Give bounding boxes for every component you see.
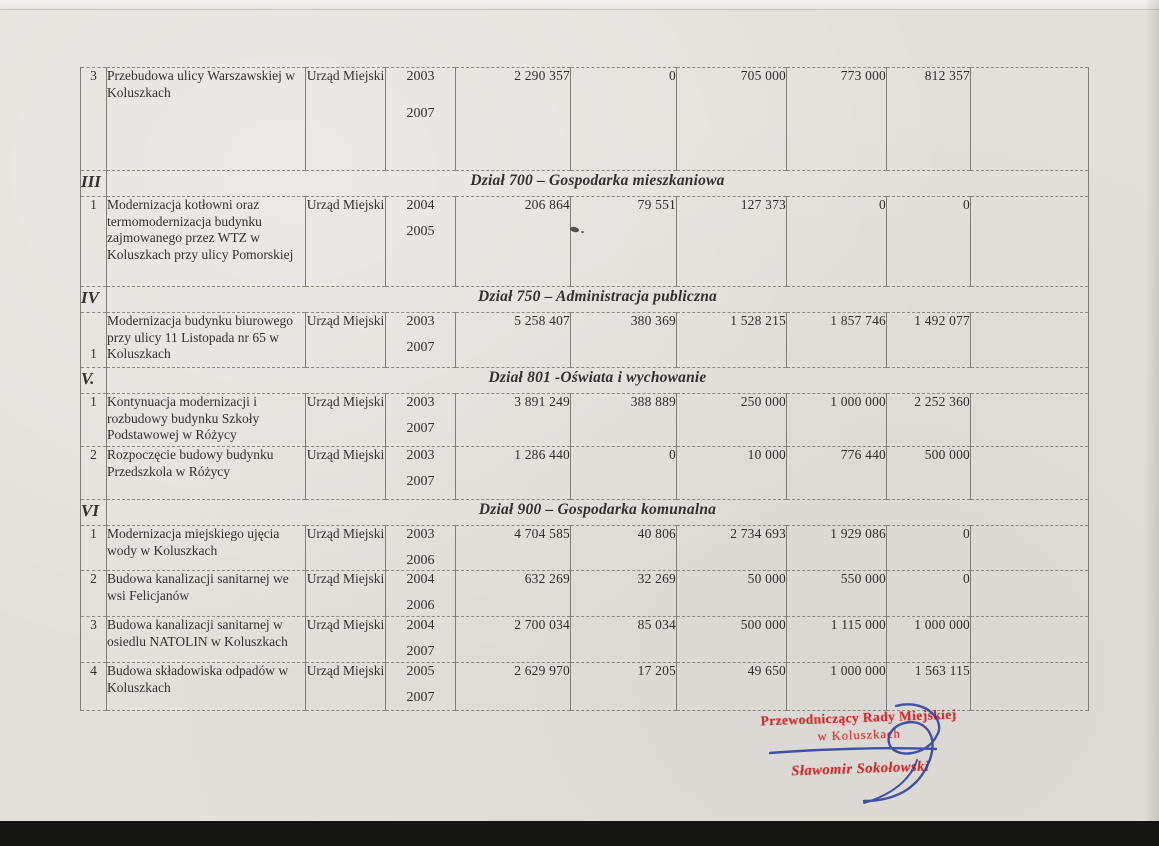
project-description: Budowa składowiska odpadów w Koluszkach: [107, 663, 289, 695]
empty-cell: [971, 571, 1089, 617]
year-end: 2007: [406, 644, 435, 660]
value-cell: 32 269: [571, 571, 677, 617]
value-cell: 388 889: [571, 394, 677, 447]
row-number-cell: [81, 394, 107, 447]
row-number: 1: [90, 394, 97, 409]
value-cell: 0: [887, 571, 971, 617]
section-numeral: III: [81, 171, 107, 197]
year-end: 2006: [406, 598, 435, 614]
project-description-cell: [107, 394, 306, 447]
section-header-row: [81, 171, 1089, 197]
scan-edge-bottom: [0, 821, 1159, 846]
value-total-cell: 206 864: [456, 197, 571, 287]
year-start: 2004: [406, 618, 435, 633]
table-row: [81, 68, 1089, 171]
implementing-entity-cell: [306, 526, 386, 571]
row-number-cell: [81, 313, 107, 368]
empty-cell: [971, 526, 1089, 571]
year-end: 2006: [406, 553, 435, 569]
project-description-cell: [107, 617, 306, 663]
row-number: 1: [90, 197, 97, 212]
years-cell: [386, 313, 456, 368]
empty-cell: [971, 663, 1089, 711]
section-title: Dział 900 – Gospodarka komunalna: [107, 500, 1089, 526]
row-number: 2: [90, 447, 97, 462]
empty-cell: [971, 617, 1089, 663]
value-cell: 1 000 000: [787, 663, 887, 711]
project-description-cell: [107, 68, 306, 171]
project-description-cell: [107, 447, 306, 500]
row-number: 2: [90, 571, 97, 586]
project-description: Przebudowa ulicy Warszawskiej w Koluszkach: [107, 68, 295, 100]
implementing-entity-cell: [306, 394, 386, 447]
value-cell: 250 000: [677, 394, 787, 447]
row-number-cell: [81, 526, 107, 571]
value-total-cell: 2 290 357: [456, 68, 571, 171]
ink-smudge: [581, 231, 584, 233]
value-cell: 127 373: [677, 197, 787, 287]
implementing-entity: Urząd Miejski: [306, 447, 385, 462]
section-header-row: [81, 287, 1089, 313]
year-start: 2003: [406, 395, 435, 410]
value-cell: 1 857 746: [787, 313, 887, 368]
empty-cell: [971, 394, 1089, 447]
row-number: 1: [90, 346, 97, 362]
implementing-entity-cell: [306, 197, 386, 287]
implementing-entity: Urząd Miejski: [306, 197, 385, 212]
years-cell: [386, 526, 456, 571]
value-cell: 0: [571, 68, 677, 171]
implementing-entity: Urząd Miejski: [306, 68, 385, 83]
value-cell: 50 000: [677, 571, 787, 617]
year-start: 2005: [406, 664, 435, 679]
years-cell: [386, 617, 456, 663]
official-stamp: [741, 706, 978, 782]
years-cell: [386, 571, 456, 617]
implementing-entity: Urząd Miejski: [306, 571, 385, 586]
value-cell: 705 000: [677, 68, 787, 171]
row-number-cell: [81, 68, 107, 171]
value-total-cell: 5 258 407: [456, 313, 571, 368]
year-start: 2004: [406, 198, 435, 213]
table-row: [81, 394, 1089, 447]
value-total-cell: 4 704 585: [456, 526, 571, 571]
value-cell: 380 369: [571, 313, 677, 368]
stamp-location: w Koluszkach: [817, 726, 901, 744]
table-row: [81, 447, 1089, 500]
year-start: 2004: [406, 572, 435, 587]
table-row: [81, 617, 1089, 663]
project-description: Budowa kanalizacji sanitarnej we wsi Felicjanów: [107, 571, 289, 603]
year-start: 2003: [406, 69, 435, 84]
scan-edge-top: [0, 0, 1159, 10]
row-number: 4: [90, 663, 97, 678]
section-numeral: IV: [81, 287, 107, 313]
value-cell: 0: [887, 526, 971, 571]
value-cell: 776 440: [787, 447, 887, 500]
value-total-cell: 632 269: [456, 571, 571, 617]
implementing-entity: Urząd Miejski: [306, 313, 385, 328]
table-row: [81, 313, 1089, 368]
year-end: 2007: [406, 690, 435, 706]
project-description: Modernizacja budynku biurowego przy ulicy 11 Listopada nr 65 w Koluszkach: [107, 313, 293, 362]
year-end: 2007: [406, 106, 435, 122]
value-cell: 0: [787, 197, 887, 287]
value-cell: 1 115 000: [787, 617, 887, 663]
value-cell: 1 000 000: [887, 617, 971, 663]
table-row: [81, 197, 1089, 287]
project-description-cell: [107, 526, 306, 571]
value-cell: 500 000: [677, 617, 787, 663]
section-header-row: [81, 368, 1089, 394]
year-start: 2003: [406, 448, 435, 463]
row-number-cell: [81, 197, 107, 287]
value-cell: 812 357: [887, 68, 971, 171]
section-title: Dział 700 – Gospodarka mieszkaniowa: [107, 171, 1089, 197]
project-description: Rozpoczęcie budowy budynku Przedszkola w Różycy: [107, 447, 274, 479]
row-number-cell: [81, 617, 107, 663]
value-total-cell: 2 629 970: [456, 663, 571, 711]
value-cell: 17 205: [571, 663, 677, 711]
implementing-entity: Urząd Miejski: [306, 394, 385, 409]
table-row: [81, 663, 1089, 711]
value-total-cell: 3 891 249: [456, 394, 571, 447]
investment-table: [80, 67, 1089, 711]
project-description-cell: [107, 313, 306, 368]
empty-cell: [971, 447, 1089, 500]
years-cell: [386, 447, 456, 500]
project-description-cell: [107, 663, 306, 711]
empty-cell: [971, 313, 1089, 368]
project-description-cell: [107, 197, 306, 287]
value-cell: 79 551: [571, 197, 677, 287]
section-title: Dział 801 -Oświata i wychowanie: [107, 368, 1089, 394]
years-cell: [386, 197, 456, 287]
value-cell: 1 563 115: [887, 663, 971, 711]
table-row: [81, 571, 1089, 617]
year-end: 2007: [406, 474, 435, 490]
stamp-name: Sławomir Sokołowski: [791, 758, 930, 780]
value-total-cell: 1 286 440: [456, 447, 571, 500]
stamp-title: Przewodniczący Rady Miejskiej: [760, 706, 957, 729]
value-cell: 500 000: [887, 447, 971, 500]
project-description: Kontynuacja modernizacji i rozbudowy budynku Szkoły Podstawowej w Różycy: [107, 394, 260, 443]
years-cell: [386, 663, 456, 711]
table-row: [81, 526, 1089, 571]
project-description: Modernizacja miejskiego ujęcia wody w Koluszkach: [107, 526, 280, 558]
value-cell: 85 034: [571, 617, 677, 663]
value-cell: 49 650: [677, 663, 787, 711]
row-number: 3: [90, 617, 97, 632]
value-cell: 1 000 000: [787, 394, 887, 447]
implementing-entity-cell: [306, 68, 386, 171]
value-cell: 550 000: [787, 571, 887, 617]
implementing-entity: Urząd Miejski: [306, 617, 385, 632]
implementing-entity-cell: [306, 571, 386, 617]
year-end: 2005: [406, 224, 435, 240]
implementing-entity-cell: [306, 617, 386, 663]
section-numeral: VI: [81, 500, 107, 526]
years-cell: [386, 68, 456, 171]
empty-cell: [971, 68, 1089, 171]
year-start: 2003: [406, 314, 435, 329]
value-total-cell: 2 700 034: [456, 617, 571, 663]
section-title: Dział 750 – Administracja publiczna: [107, 287, 1089, 313]
project-description: Budowa kanalizacji sanitarnej w osiedlu NATOLIN w Koluszkach: [107, 617, 288, 649]
section-header-row: [81, 500, 1089, 526]
project-description: Modernizacja kotłowni oraz termomodernizacja budynku zajmowanego przez WTZ w Koluszkach przy ulicy Pomorskiej: [107, 197, 294, 263]
value-cell: 2 734 693: [677, 526, 787, 571]
value-cell: 40 806: [571, 526, 677, 571]
year-end: 2007: [406, 340, 435, 356]
section-numeral: V.: [81, 368, 107, 394]
row-number-cell: [81, 571, 107, 617]
row-number: 1: [90, 526, 97, 541]
years-cell: [386, 394, 456, 447]
year-end: 2007: [406, 421, 435, 437]
value-cell: 0: [571, 447, 677, 500]
implementing-entity-cell: [306, 313, 386, 368]
value-cell: 773 000: [787, 68, 887, 171]
implementing-entity-cell: [306, 447, 386, 500]
value-cell: 10 000: [677, 447, 787, 500]
value-cell: 2 252 360: [887, 394, 971, 447]
row-number: 3: [90, 68, 97, 83]
implementing-entity: Urząd Miejski: [306, 663, 385, 678]
value-cell: 1 929 086: [787, 526, 887, 571]
row-number-cell: [81, 447, 107, 500]
year-start: 2003: [406, 527, 435, 542]
row-number-cell: [81, 663, 107, 711]
value-cell: 0: [887, 197, 971, 287]
empty-cell: [971, 197, 1089, 287]
project-description-cell: [107, 571, 306, 617]
implementing-entity: Urząd Miejski: [306, 526, 385, 541]
scan-edge-right-shadow: [1145, 0, 1159, 846]
value-cell: 1 492 077: [887, 313, 971, 368]
implementing-entity-cell: [306, 663, 386, 711]
value-cell: 1 528 215: [677, 313, 787, 368]
